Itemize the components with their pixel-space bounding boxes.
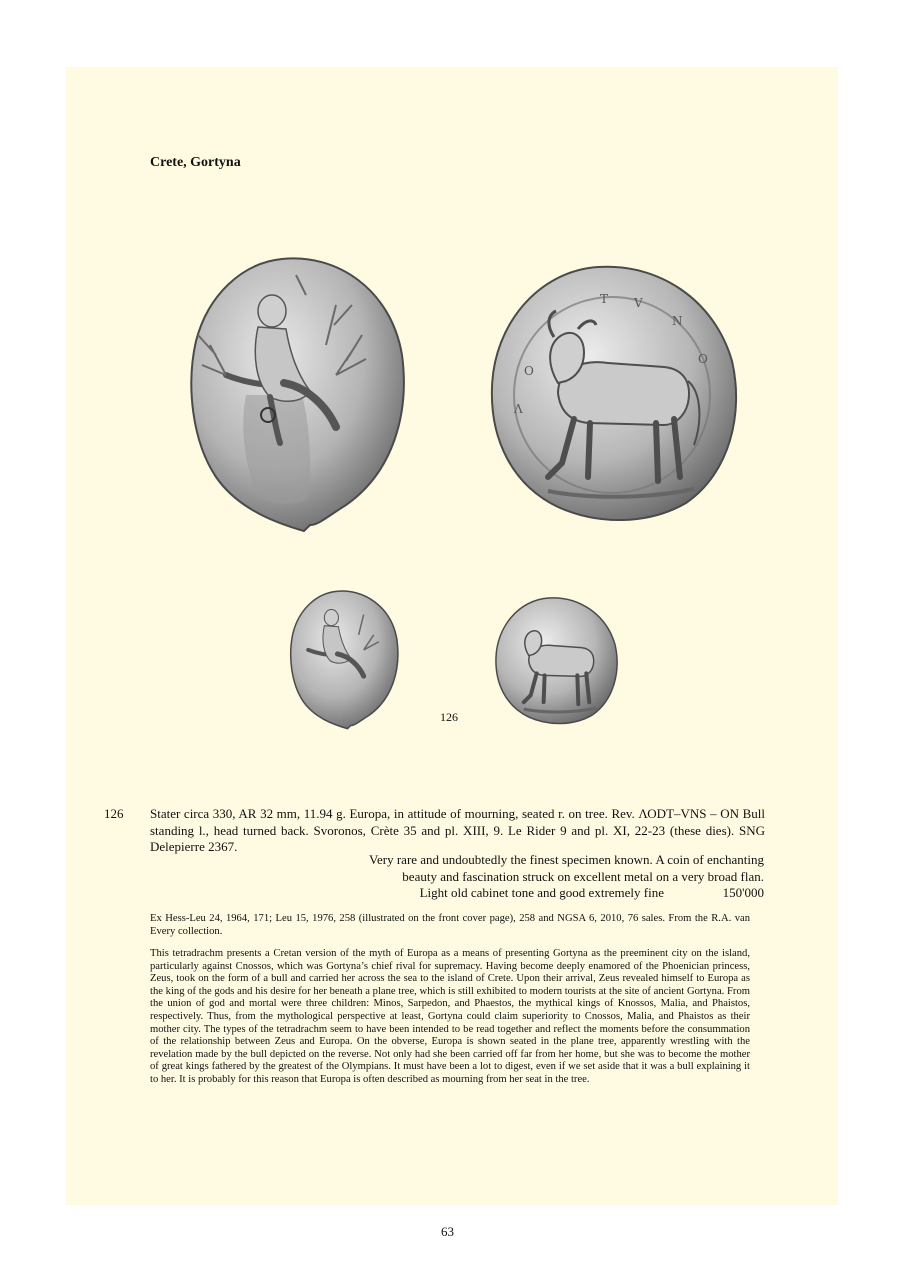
- lot-provenance: Ex Hess-Leu 24, 1964, 171; Leu 15, 1976, 258 (illustrated on the front cover page), 258 and NGSA 6, 2010, 76 sales. From the R.A. van Every collection.: [150, 913, 750, 937]
- lot-description: Stater circa 330, AR 32 mm, 11.94 g. Europa, in attitude of mourning, seated r. on tree. Rev. ΛΟDΤ–VNS – ON Bull standing l., head turned back. Svoronos, Crète 35 and pl. XIII, 9. Le Rider 9 and pl. XI, 22-23 (these dies). SNG Delepierre 2367.: [150, 806, 765, 854]
- svg-text:V: V: [634, 296, 643, 310]
- coin-reverse-large-image: [488, 263, 742, 525]
- coin-obverse-small-image: [288, 589, 400, 731]
- lot-remark-line-1: Very rare and undoubtedly the finest specimen known. A coin of enchanting: [369, 852, 764, 867]
- page-number: 63: [441, 1224, 454, 1239]
- svg-text:Λ: Λ: [514, 402, 523, 416]
- coin-reverse-small-image: [494, 596, 620, 726]
- lot-remark-line-2: beauty and fascination struck on excellent metal on a very broad flan.: [402, 869, 764, 884]
- svg-text:Ο: Ο: [698, 352, 708, 366]
- svg-text:Ν: Ν: [672, 314, 683, 328]
- svg-text:Ο: Ο: [524, 364, 534, 378]
- lot-number: 126: [104, 806, 124, 821]
- coin-obverse-large-image: [186, 255, 408, 535]
- section-heading: Crete, Gortyna: [150, 155, 241, 170]
- figure-number: 126: [440, 710, 458, 724]
- svg-text:Τ: Τ: [600, 292, 609, 306]
- lot-historical-note: This tetradrachm presents a Cretan version of the myth of Europa as a means of presenting Gortyna as the preeminent city on the island, particularly against Cnossos, which was Gortyna’s chief rival for supremacy. Having become deeply enamored of the Phoenician princess, Zeus, took on the form of a bull and carried her across the sea to the island of Crete. Upon their arrival, Zeus revealed himself to Europa as the king of the gods and his desire for her beneath a plane tree, which is still exhibited to modern tourists at the site of ancient Gortyna. From the union of god and mortal were three children: Minos, Sarpedon, and Phaestos, the mythical kings of Knossos, Malia, and Phaistos, respectively. Thus, from the mythological perspective at least, Gortyna could claim superiority to Cnossos, Malia, and Phaistos as their mother city. The types of the tetradrachm seem to have been intended to be read together and reflect the moments before the consummation of the relationship between Zeus and Europa. On the obverse, Europa is shown seated in the plane tree, apparently wrestling with the revelation made by the bull depicted on the reverse. Not only had she been carried off far from her home, but she was to become the mother of great kings fathered by the greatest of the Olympians. It must have been a lot to digest, even if we set aside that it was a bull explaining it to her. It is probably for this reason that Europa is often described as mourning from her seat in the tree.: [150, 948, 750, 1085]
- lot-remark-line-3: Light old cabinet tone and good extremely fine: [419, 885, 664, 900]
- lot-estimate: 150'000: [722, 885, 764, 900]
